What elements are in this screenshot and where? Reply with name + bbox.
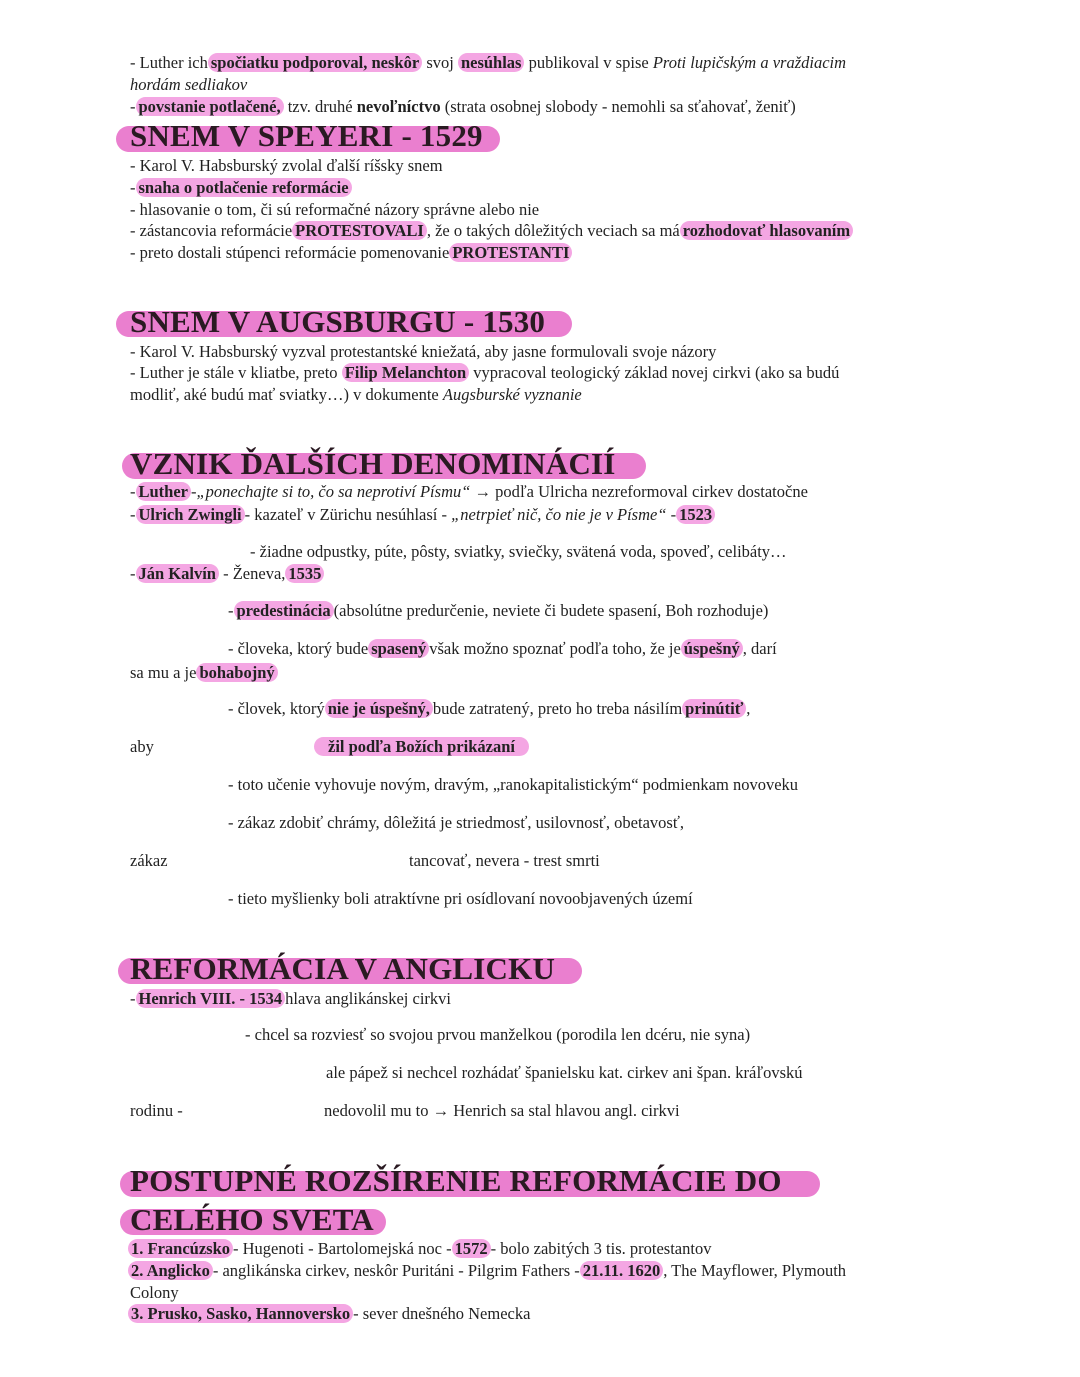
text: hlava anglikánskej cirkvi <box>285 989 451 1008</box>
highlight: 1. Francúzsko <box>128 1239 233 1258</box>
italic-text: „netrpieť nič, čo nie je v Písme“ <box>451 505 667 524</box>
text: - bolo zabitých 3 tis. protestantov <box>490 1239 712 1258</box>
text: - Luther je stále v kliatbe, preto <box>130 363 338 382</box>
denom-line-4 <box>130 563 324 584</box>
highlight: povstanie potlačené, <box>136 97 284 116</box>
highlight: 1535 <box>285 564 324 583</box>
highlight: Luther <box>136 482 192 501</box>
denom-line-9b <box>314 736 529 757</box>
text: (strata osobnej slobody - nemohli sa sťahovať, ženiť) <box>444 97 796 116</box>
intro-line-2: hordám sedliakov <box>130 75 248 94</box>
denom-line-10: - toto učenie vyhovuje novým, dravým, „ranokapitalistickým“ podmienkam novoveku <box>228 775 799 794</box>
italic-text: Proti lupičským a vraždiacim <box>652 53 847 72</box>
denom-line-2 <box>130 504 715 525</box>
text: - anglikánska cirkev, neskôr Puritáni - Pilgrim Fathers - <box>212 1261 580 1280</box>
augsburg-line-3 <box>130 384 582 405</box>
highlight: Henrich VIII. - 1534 <box>136 989 286 1008</box>
england-line-4b: nedovolil mu to → Henrich sa stal hlavou angl. cirkvi <box>324 1101 680 1120</box>
denom-line-5 <box>228 600 768 621</box>
england-line-2: - chcel sa rozviesť so svojou prvou manželkou (porodila len dcéru, nie syna) <box>245 1025 751 1044</box>
text: - <box>130 178 136 197</box>
italic-text: Augsburské vyznanie <box>442 385 582 404</box>
speyer-line-1: - Karol V. Habsburský zvolal ďalší ríšsky snem <box>130 156 443 175</box>
heading-spread-2: CELÉHO SVETA <box>130 1202 374 1237</box>
text: - <box>191 482 197 501</box>
highlight: prinútiť <box>682 699 746 718</box>
speyer-line-4 <box>130 220 853 241</box>
speyer-line-5 <box>130 242 572 263</box>
text: , <box>746 699 751 718</box>
text: (absolútne predurčenie, neviete či budete spasení, Boh rozhoduje) <box>333 601 769 620</box>
text: svoj <box>426 53 454 72</box>
england-line-4a: rodinu - <box>130 1101 183 1120</box>
spread-line-1 <box>128 1238 711 1259</box>
spread-line-3: Colony <box>130 1283 179 1302</box>
text: bude zatratený, preto ho treba násilím <box>432 699 683 718</box>
text: - človeka, ktorý bude <box>228 639 369 658</box>
highlight: 2. Anglicko <box>128 1261 213 1280</box>
text: - <box>130 505 136 524</box>
text: - <box>130 989 136 1008</box>
heading-england: REFORMÁCIA V ANGLICKU <box>130 951 556 986</box>
intro-line-3 <box>130 96 796 117</box>
heading-spread-1: POSTUPNÉ ROZŠÍRENIE REFORMÁCIE DO <box>130 1163 782 1198</box>
highlight: 1572 <box>452 1239 491 1258</box>
heading-denominations: VZNIK ĎALŠÍCH DENOMINÁCIÍ <box>130 446 616 481</box>
text: vypracoval teologický základ novej cirkvi (ako sa budú <box>473 363 840 382</box>
text: tzv. druhé <box>287 97 353 116</box>
text: - človek, ktorý <box>228 699 325 718</box>
highlight: Ján Kalvín <box>136 564 219 583</box>
highlight: rozhodovať hlasovaním <box>680 221 853 240</box>
highlight: nesúhlas <box>458 53 525 72</box>
heading-augsburg: SNEM V AUGSBURGU - 1530 <box>130 304 546 339</box>
denom-line-3: - žiadne odpustky, púte, pôsty, sviatky, sviečky, svätená voda, spoveď, celibáty… <box>250 542 787 561</box>
highlight: žil podľa Božích prikázaní <box>314 737 529 756</box>
denom-line-9a: aby <box>130 737 154 756</box>
text: , The Mayflower, Plymouth <box>663 1261 847 1280</box>
text: - Hugenoti - Bartolomejská noc - <box>233 1239 452 1258</box>
highlight: 21.11. 1620 <box>580 1261 663 1280</box>
text: , darí <box>742 639 777 658</box>
highlight: PROTESTANTI <box>449 243 572 262</box>
highlight: Filip Melanchton <box>342 363 469 382</box>
highlight: 1523 <box>676 505 715 524</box>
text: - <box>130 482 136 501</box>
speyer-line-2 <box>130 177 352 198</box>
highlight: úspešný <box>681 639 743 658</box>
heading-speyer: SNEM V SPEYERI - 1529 <box>130 118 483 153</box>
highlight: snaha o potlačenie reformácie <box>136 178 352 197</box>
spread-line-4 <box>128 1303 530 1324</box>
denom-line-13: - tieto myšlienky boli atraktívne pri osídlovaní novoobjavených území <box>228 889 693 908</box>
highlight: PROTESTOVALI <box>292 221 427 240</box>
intro-line-1 <box>130 52 846 73</box>
text: - Ženeva, <box>223 564 286 583</box>
denom-line-7 <box>130 662 278 683</box>
denom-line-8 <box>228 698 750 719</box>
speyer-line-3: - hlasovanie o tom, či sú reformačné názory správne alebo nie <box>130 200 540 219</box>
text: - Luther ich <box>130 53 208 72</box>
highlight: Ulrich Zwingli <box>136 505 245 524</box>
highlight: spasený <box>368 639 429 658</box>
denom-line-1 <box>130 481 808 502</box>
italic-text: „ponechajte si to, čo sa neprotiví Písmu“ <box>196 482 471 501</box>
text: modliť, aké budú mať sviatky…) v dokumente <box>130 385 439 404</box>
bold-text: nevoľníctvo <box>356 97 441 116</box>
text: → podľa Ulricha nezreformoval cirkev dostatočne <box>474 482 808 501</box>
highlight: 3. Prusko, Sasko, Hannoversko <box>128 1304 353 1323</box>
denom-line-12a: zákaz <box>130 851 168 870</box>
text: však možno spoznať podľa toho, že je <box>429 639 681 658</box>
text: , že o takých dôležitých veciach sa má <box>426 221 680 240</box>
england-line-3: ale pápež si nechcel rozhádať španielsku kat. cirkev ani špan. kráľovskú <box>326 1063 803 1082</box>
denom-line-11: - zákaz zdobiť chrámy, dôležitá je striedmosť, usilovnosť, obetavosť, <box>228 813 685 832</box>
highlight: predestinácia <box>234 601 334 620</box>
text: - <box>670 505 677 524</box>
augsburg-line-1: - Karol V. Habsburský vyzval protestantské kniežatá, aby jasne formulovali svoje názory <box>130 342 717 361</box>
augsburg-line-2 <box>130 362 839 383</box>
text: - zástancovia reformácie <box>130 221 293 240</box>
denom-line-6 <box>228 638 777 659</box>
spread-line-2 <box>128 1260 846 1281</box>
text: - <box>130 97 136 116</box>
highlight: nie je úspešný, <box>325 699 433 718</box>
denom-line-12b: tancovať, nevera - trest smrti <box>409 851 600 870</box>
england-line-1 <box>130 988 451 1009</box>
text: sa mu a je <box>130 663 197 682</box>
text: - preto dostali stúpenci reformácie pomenovanie <box>130 243 450 262</box>
text: - kazateľ v Zürichu nesúhlasí - <box>244 505 447 524</box>
text: publikoval v spise <box>528 53 649 72</box>
highlight: spočiatku podporoval, neskôr <box>208 53 422 72</box>
highlight: bohabojný <box>196 663 277 682</box>
text: - <box>228 601 234 620</box>
text: - sever dnešného Nemecka <box>353 1304 531 1323</box>
text: - <box>130 564 136 583</box>
